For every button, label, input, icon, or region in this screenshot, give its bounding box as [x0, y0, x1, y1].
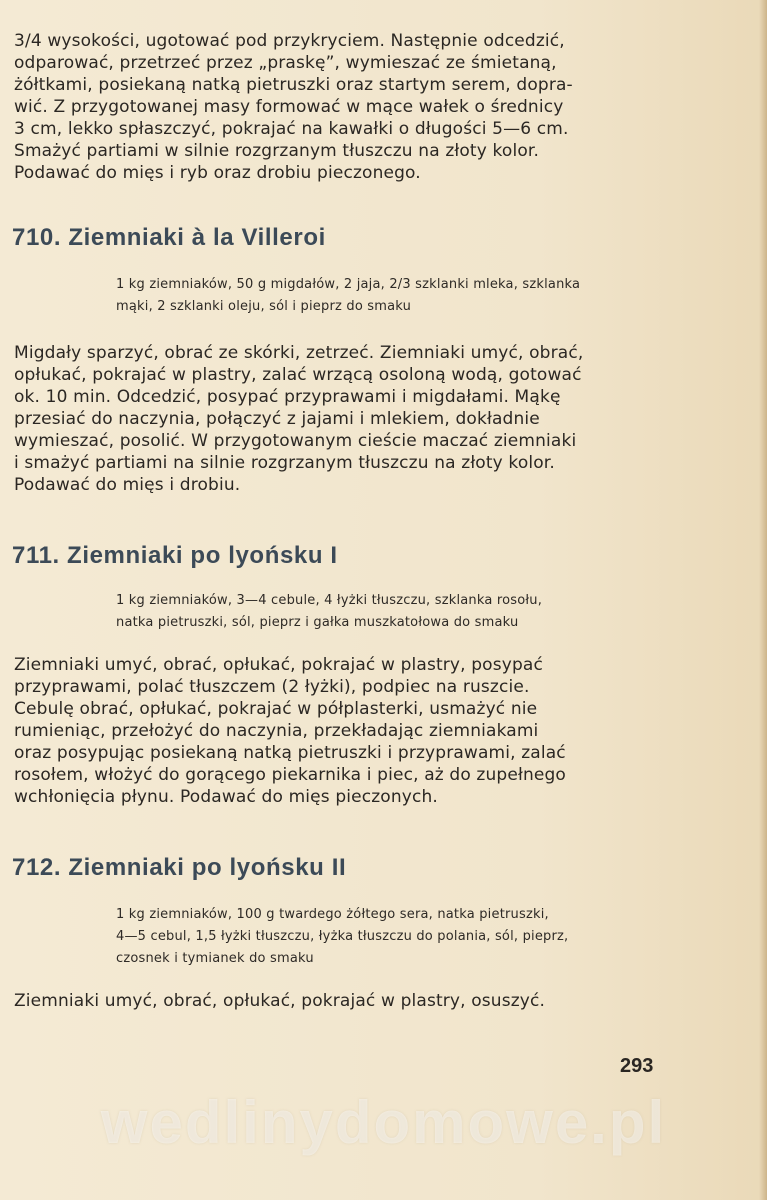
watermark: wedlinydomowe.pl — [100, 1089, 667, 1156]
recipe-711-ingredients: 1 kg ziemniaków, 3—4 cebule, 4 łyżki tłuszczu, szklanka rosołu, natka pietruszki, sól, pieprz i gałka muszkatołowa do smaku — [116, 593, 543, 630]
recipe-712-instructions: Ziemniaki umyć, obrać, opłukać, pokrajać w plastry, osuszyć. — [14, 991, 546, 1011]
page-number: 293 — [620, 1055, 654, 1077]
recipe-712-ingredients: 1 kg ziemniaków, 100 g twardego żółtego sera, natka pietruszki, 4—5 cebul, 1,5 łyżki tłuszczu, łyżka tłuszczu do polania, sól, pieprz, czosnek i tymianek do smaku — [116, 907, 569, 966]
recipe-711-instructions: Ziemniaki umyć, obrać, opłukać, pokrajać w plastry, posypać przyprawami, polać tłuszczem (2 łyżki), podpiec na ruszcie. Cebulę obrać, opłukać, pokrajać w półplasterki, usmażyć nie rumieniąc, przełożyć do naczynia, przekładając ziemniakami oraz posypując posiekaną natką pietruszki i przyprawami, zalać rosołem, włożyć do gorącego piekarnika i piec, aż do zupełnego wchłonięcia płynu. Podawać do mięs pieczonych. — [14, 655, 566, 807]
recipe-711-title: 711. Ziemniaki po lyońsku I — [12, 542, 338, 569]
recipe-710-title: 710. Ziemniaki à la Villeroi — [12, 224, 326, 251]
page-edge-shadow — [759, 0, 767, 1200]
recipe-712-title: 712. Ziemniaki po lyońsku II — [12, 854, 347, 881]
intro-paragraph: 3/4 wysokości, ugotować pod przykryciem. Następnie odcedzić, odparować, przetrzeć przez „praskę”, wymieszać ze śmietaną, żółtkami, posiekaną natką pietruszki oraz startym serem, dopra- wić. Z przygotowanej masy formować w mące wałek o średnicy 3 cm, lekko spłaszczyć, pokrajać na kawałki o długości 5—6 cm. Smażyć partiami w silnie rozgrzanym tłuszczu na złoty kolor. Podawać do mięs i ryb oraz drobiu pieczonego. — [14, 31, 573, 183]
recipe-710-ingredients: 1 kg ziemniaków, 50 g migdałów, 2 jaja, 2/3 szklanki mleka, szklanka mąki, 2 szklanki oleju, sól i pieprz do smaku — [116, 277, 581, 314]
recipe-710-instructions: Migdały sparzyć, obrać ze skórki, zetrzeć. Ziemniaki umyć, obrać, opłukać, pokrajać w plastry, zalać wrzącą osoloną wodą, gotować ok. 10 min. Odcedzić, posypać przyprawami i migdałami. Mąkę przesiać do naczynia, połączyć z jajami i mlekiem, dokładnie wymieszać, posolić. W przygotowanym cieście maczać ziemniaki i smażyć partiami na silnie rozgrzanym tłuszczu na złoty kolor. Podawać do mięs i drobiu. — [14, 343, 584, 495]
